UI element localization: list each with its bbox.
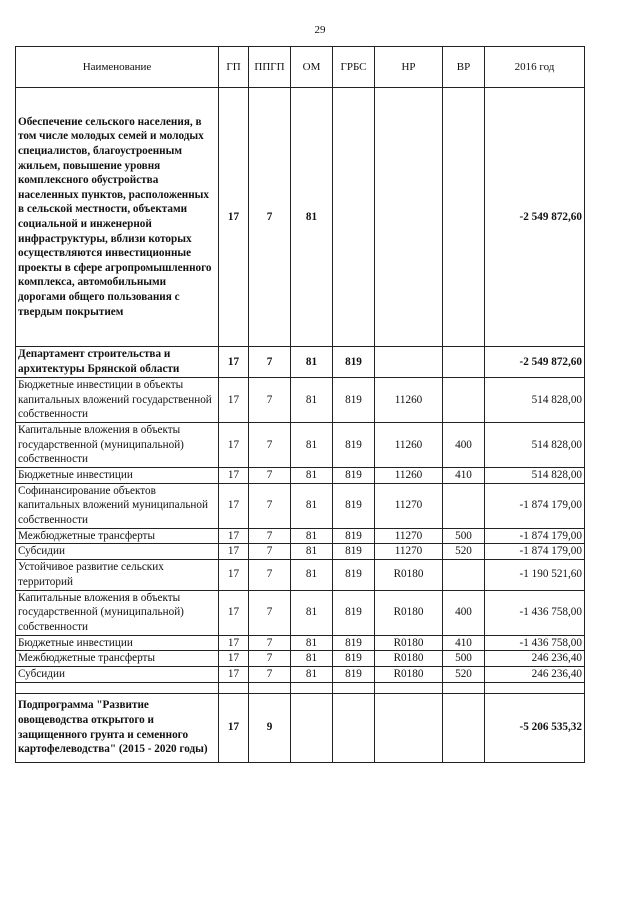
row-vr: 520 bbox=[443, 544, 485, 560]
row-om: 81 bbox=[291, 666, 333, 682]
row-name: Бюджетные инвестиции bbox=[16, 468, 219, 484]
row-nr: 11260 bbox=[375, 468, 443, 484]
row-nr: 11270 bbox=[375, 528, 443, 544]
row-amount: 514 828,00 bbox=[485, 423, 585, 468]
row-grbs: 819 bbox=[333, 544, 375, 560]
row-om: 81 bbox=[291, 559, 333, 590]
row-gp: 17 bbox=[219, 347, 249, 378]
row-ppgp: 7 bbox=[249, 483, 291, 528]
row-om: 81 bbox=[291, 635, 333, 651]
col-header-om: ОМ bbox=[291, 47, 333, 88]
row-grbs: 819 bbox=[333, 635, 375, 651]
row-amount: 246 236,40 bbox=[485, 651, 585, 667]
table-row bbox=[16, 559, 585, 590]
table-row-spacer bbox=[16, 682, 585, 693]
row-vr: 500 bbox=[443, 528, 485, 544]
table-row bbox=[16, 347, 585, 378]
row-amount: 514 828,00 bbox=[485, 468, 585, 484]
row-om: 81 bbox=[291, 528, 333, 544]
row-nr: R0180 bbox=[375, 651, 443, 667]
row-gp: 17 bbox=[219, 423, 249, 468]
row-amount: -1 874 179,00 bbox=[485, 483, 585, 528]
row-gp: 17 bbox=[219, 483, 249, 528]
row-grbs: 819 bbox=[333, 378, 375, 423]
row-nr bbox=[375, 347, 443, 378]
table-row bbox=[16, 544, 585, 560]
row-nr bbox=[375, 693, 443, 762]
row-grbs: 819 bbox=[333, 468, 375, 484]
row-om: 81 bbox=[291, 483, 333, 528]
row-amount: 514 828,00 bbox=[485, 378, 585, 423]
row-grbs: 819 bbox=[333, 651, 375, 667]
row-gp: 17 bbox=[219, 666, 249, 682]
row-vr: 400 bbox=[443, 590, 485, 635]
row-grbs: 819 bbox=[333, 559, 375, 590]
row-gp: 17 bbox=[219, 590, 249, 635]
row-ppgp: 7 bbox=[249, 528, 291, 544]
col-header-gp: ГП bbox=[219, 47, 249, 88]
row-om: 81 bbox=[291, 651, 333, 667]
row-om: 81 bbox=[291, 544, 333, 560]
row-ppgp: 7 bbox=[249, 378, 291, 423]
col-header-2016: 2016 год bbox=[485, 47, 585, 88]
table-row bbox=[16, 590, 585, 635]
table-row bbox=[16, 483, 585, 528]
row-om bbox=[291, 693, 333, 762]
table-row bbox=[16, 88, 585, 347]
row-amount: -5 206 535,32 bbox=[485, 693, 585, 762]
row-gp: 17 bbox=[219, 544, 249, 560]
row-nr: R0180 bbox=[375, 590, 443, 635]
table-row bbox=[16, 666, 585, 682]
row-om: 81 bbox=[291, 468, 333, 484]
row-grbs: 819 bbox=[333, 590, 375, 635]
row-ppgp: 7 bbox=[249, 666, 291, 682]
row-grbs bbox=[333, 88, 375, 347]
col-header-vr: ВР bbox=[443, 47, 485, 88]
row-gp: 17 bbox=[219, 88, 249, 347]
col-header-ppgp: ППГП bbox=[249, 47, 291, 88]
row-vr: 410 bbox=[443, 635, 485, 651]
row-amount: -1 190 521,60 bbox=[485, 559, 585, 590]
row-vr bbox=[443, 378, 485, 423]
row-vr bbox=[443, 693, 485, 762]
row-om: 81 bbox=[291, 378, 333, 423]
row-nr: 11260 bbox=[375, 423, 443, 468]
row-name: Капитальные вложения в объекты государственной (муниципальной) собственности bbox=[16, 423, 219, 468]
row-ppgp: 7 bbox=[249, 468, 291, 484]
row-name: Софинансирование объектов капитальных вложений муниципальной собственности bbox=[16, 483, 219, 528]
row-ppgp: 7 bbox=[249, 559, 291, 590]
row-gp: 17 bbox=[219, 651, 249, 667]
row-grbs: 819 bbox=[333, 666, 375, 682]
budget-table bbox=[15, 46, 585, 763]
row-amount: -2 549 872,60 bbox=[485, 347, 585, 378]
row-amount: -1 874 179,00 bbox=[485, 544, 585, 560]
row-ppgp: 7 bbox=[249, 635, 291, 651]
table-row bbox=[16, 378, 585, 423]
row-name: Подпрограмма "Развитие овощеводства открытого и защищенного грунта и семенного картофелеводства" (2015 - 2020 годы) bbox=[16, 693, 219, 762]
row-ppgp: 7 bbox=[249, 590, 291, 635]
table-row bbox=[16, 635, 585, 651]
row-gp: 17 bbox=[219, 693, 249, 762]
row-amount: -1 436 758,00 bbox=[485, 635, 585, 651]
row-om: 81 bbox=[291, 590, 333, 635]
row-gp: 17 bbox=[219, 528, 249, 544]
row-vr bbox=[443, 347, 485, 378]
row-vr bbox=[443, 88, 485, 347]
row-amount: 246 236,40 bbox=[485, 666, 585, 682]
row-ppgp: 7 bbox=[249, 651, 291, 667]
row-vr: 400 bbox=[443, 423, 485, 468]
row-nr: R0180 bbox=[375, 559, 443, 590]
row-ppgp: 7 bbox=[249, 423, 291, 468]
table-row bbox=[16, 651, 585, 667]
row-ppgp: 9 bbox=[249, 693, 291, 762]
row-om: 81 bbox=[291, 88, 333, 347]
row-name: Обеспечение сельского населения, в том числе молодых семей и молодых специалистов, благоустроенным жильем, повышение уровня комплексного обустройства населенных пунктов, расположенных в сельской местности, объектами социальной и инженерной инфраструктуры, вблизи которых осуществляются инвестиционные проекты в сфере агропромышленного комплекса, автомобильными дорогами общего пользования с твердым покрытием bbox=[16, 88, 219, 347]
row-gp: 17 bbox=[219, 635, 249, 651]
row-grbs: 819 bbox=[333, 347, 375, 378]
row-nr: 11270 bbox=[375, 544, 443, 560]
row-vr bbox=[443, 559, 485, 590]
row-name: Департамент строительства и архитектуры Брянской области bbox=[16, 347, 219, 378]
row-name: Межбюджетные трансферты bbox=[16, 528, 219, 544]
row-amount: -2 549 872,60 bbox=[485, 88, 585, 347]
row-name: Бюджетные инвестиции в объекты капитальных вложений государственной собственности bbox=[16, 378, 219, 423]
row-gp: 17 bbox=[219, 378, 249, 423]
row-name: Бюджетные инвестиции bbox=[16, 635, 219, 651]
header-row bbox=[16, 47, 585, 88]
row-grbs bbox=[333, 693, 375, 762]
row-amount: -1 874 179,00 bbox=[485, 528, 585, 544]
row-gp: 17 bbox=[219, 468, 249, 484]
row-ppgp: 7 bbox=[249, 347, 291, 378]
row-name: Межбюджетные трансферты bbox=[16, 651, 219, 667]
row-vr: 520 bbox=[443, 666, 485, 682]
col-header-nr: НР bbox=[375, 47, 443, 88]
row-vr: 500 bbox=[443, 651, 485, 667]
row-om: 81 bbox=[291, 423, 333, 468]
row-nr bbox=[375, 88, 443, 347]
row-grbs: 819 bbox=[333, 528, 375, 544]
row-nr: 11270 bbox=[375, 483, 443, 528]
table-row bbox=[16, 528, 585, 544]
row-name: Устойчивое развитие сельских территорий bbox=[16, 559, 219, 590]
row-amount: -1 436 758,00 bbox=[485, 590, 585, 635]
row-name: Субсидии bbox=[16, 666, 219, 682]
table-row bbox=[16, 468, 585, 484]
row-om: 81 bbox=[291, 347, 333, 378]
row-ppgp: 7 bbox=[249, 544, 291, 560]
col-header-name: Наименование bbox=[16, 47, 219, 88]
row-name: Субсидии bbox=[16, 544, 219, 560]
row-grbs: 819 bbox=[333, 483, 375, 528]
row-gp: 17 bbox=[219, 559, 249, 590]
row-nr: R0180 bbox=[375, 635, 443, 651]
row-name: Капитальные вложения в объекты государственной (муниципальной) собственности bbox=[16, 590, 219, 635]
row-nr: R0180 bbox=[375, 666, 443, 682]
row-grbs: 819 bbox=[333, 423, 375, 468]
col-header-grbs: ГРБС bbox=[333, 47, 375, 88]
row-ppgp: 7 bbox=[249, 88, 291, 347]
table-row bbox=[16, 423, 585, 468]
page-number: 29 bbox=[314, 24, 326, 36]
row-nr: 11260 bbox=[375, 378, 443, 423]
table-row bbox=[16, 693, 585, 762]
row-vr bbox=[443, 483, 485, 528]
row-vr: 410 bbox=[443, 468, 485, 484]
